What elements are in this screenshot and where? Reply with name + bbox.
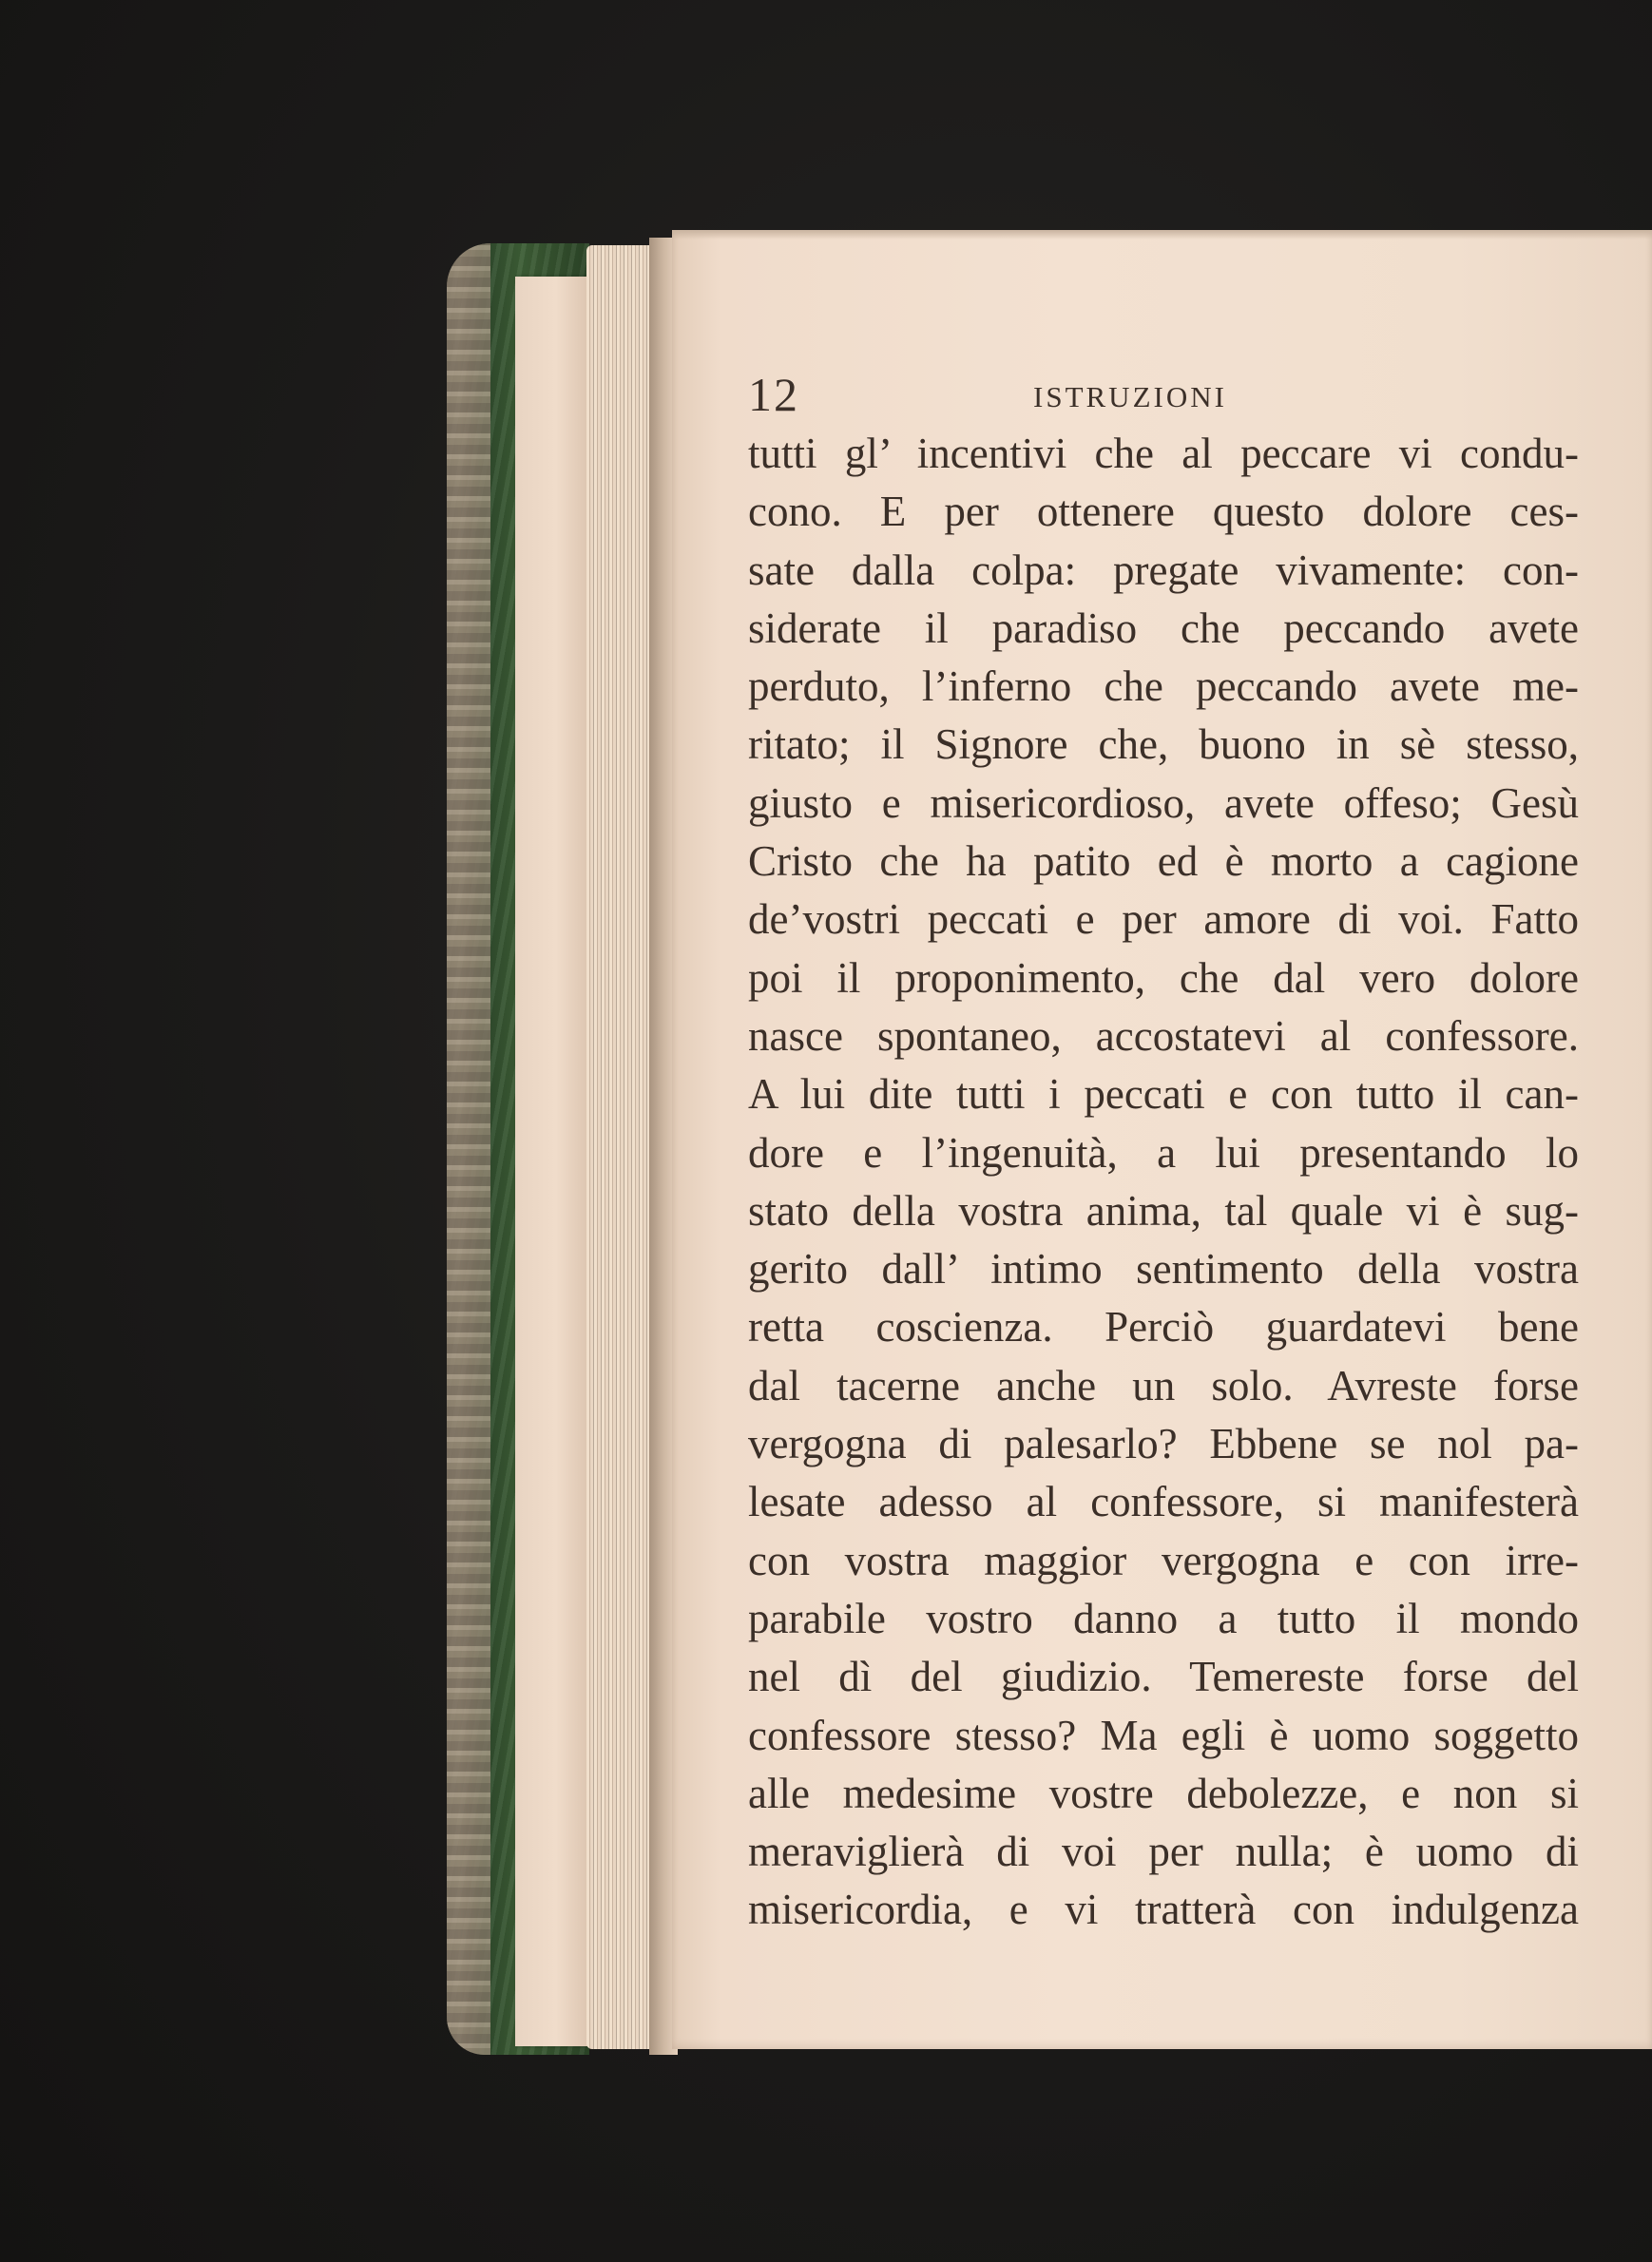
text-line: stato della vostra anima, tal quale vi è sug- [748,1186,1579,1235]
text-line: confessore stesso? Ma egli è uomo soggetto [748,1711,1579,1759]
text-line: Cristo che ha patito ed è morto a cagione [748,837,1579,886]
text-line: nasce spontaneo, accostatevi al confessore. [748,1011,1579,1060]
text-line: sate dalla colpa: pregate vivamente: con- [748,546,1579,594]
text-line: nel dì del giudizio. Temereste forse del [748,1653,1579,1701]
text-line: dal tacerne anche un solo. Avreste forse [748,1361,1579,1409]
text-line: vergogna di palesarlo? Ebbene se nol pa- [748,1420,1579,1468]
text-line: gerito dall’ intimo sentimento della vostra [748,1245,1579,1294]
text-line: retta coscienza. Perciò guardatevi bene [748,1303,1579,1351]
text-line: dore e l’ingenuità, a lui presentando lo [748,1128,1579,1177]
text-line: A lui dite tutti i peccati e con tutto il can- [748,1070,1579,1119]
running-title: ISTRUZIONI [1033,380,1227,413]
page-edges [586,245,653,2049]
text-line: ritato; il Signore che, buono in sè stesso, [748,720,1579,769]
text-line: poi il proponimento, che dal vero dolore [748,953,1579,1002]
text-line: meraviglierà di voi per nulla; è uomo di [748,1828,1579,1876]
book [447,217,1652,2080]
text-line: parabile vostro danno a tutto il mondo [748,1594,1579,1642]
text-line: alle medesime vostre debolezze, e non si [748,1769,1579,1817]
text-line: misericordia, e vi tratterà con indulgenza [748,1886,1579,1934]
text-line: giusto e misericordioso, avete offeso; Gesù [748,778,1579,827]
page-header [748,368,1242,421]
text-line: con vostra maggior vergogna e con irre- [748,1536,1579,1584]
text-line: de’vostri peccati e per amore di voi. Fatto [748,895,1579,944]
cover-wear [447,243,490,2055]
text-line: perduto, l’inferno che peccando avete me- [748,662,1579,711]
flyleaf [515,277,589,2046]
body-text [748,425,1579,1940]
text-line: lesate adesso al confessore, si manifesterà [748,1478,1579,1526]
page-number: 12 [748,368,799,421]
book-page [672,230,1652,2049]
text-line: cono. E per ottenere questo dolore ces- [748,488,1579,536]
text-line: tutti gl’ incentivi che al peccare vi condu- [748,430,1579,477]
text-line: siderate il paradiso che peccando avete [748,604,1579,652]
page-top-edge [672,230,1652,240]
